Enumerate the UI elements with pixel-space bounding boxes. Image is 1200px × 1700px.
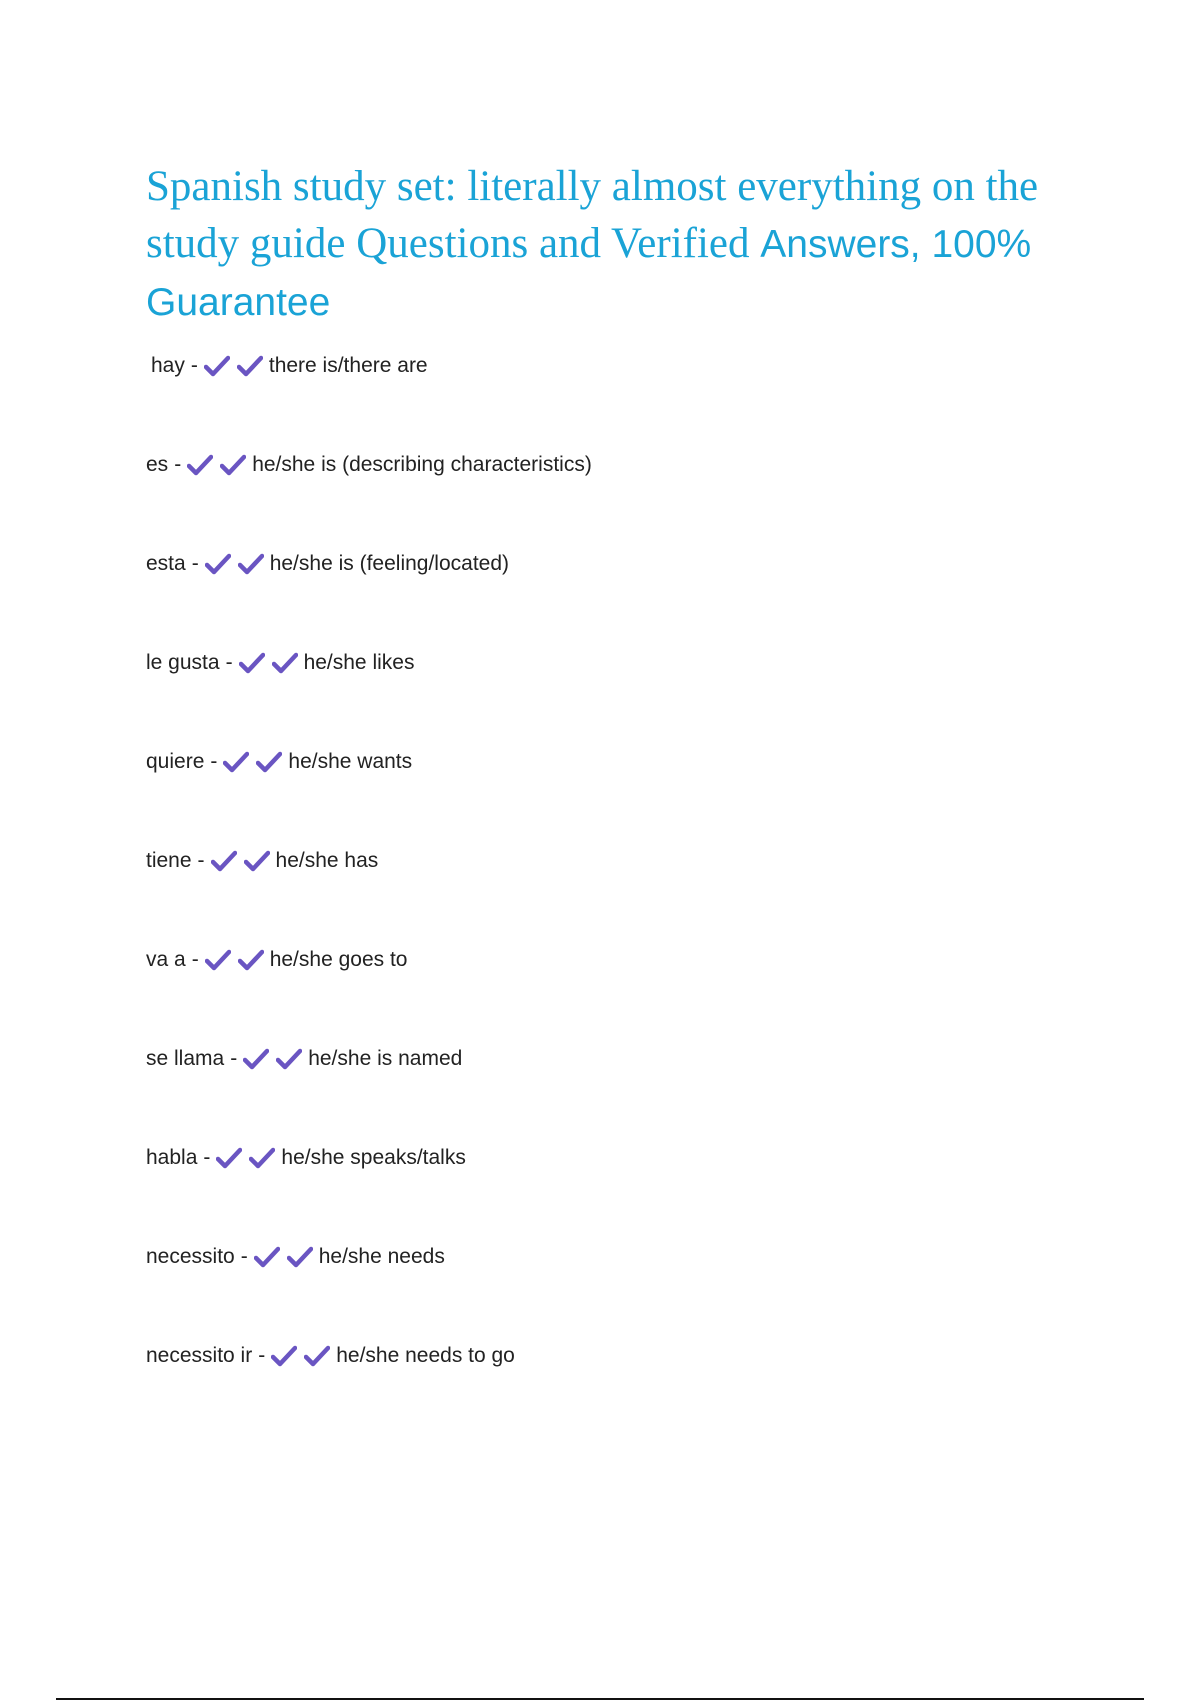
check-icon bbox=[211, 850, 237, 872]
check-icon bbox=[187, 454, 213, 476]
check-icon bbox=[220, 454, 246, 476]
definition: he/she has bbox=[275, 849, 379, 872]
list-item bbox=[146, 1335, 592, 1434]
title-serif-part: Spanish study set: literally almost everything on the study guide Questions and Verified bbox=[146, 163, 1039, 267]
check-icon bbox=[244, 850, 270, 872]
list-item bbox=[146, 543, 592, 642]
check-icon bbox=[276, 1048, 302, 1070]
term: va a bbox=[146, 948, 186, 971]
list-item bbox=[146, 1236, 592, 1335]
check-pair bbox=[204, 345, 267, 387]
term: hay bbox=[151, 354, 185, 377]
list-item bbox=[146, 939, 592, 1038]
definition: he/she is (describing characteristics) bbox=[252, 453, 592, 476]
check-icon bbox=[205, 949, 231, 971]
list-item bbox=[146, 1137, 592, 1236]
title-sans-part: Answers, 100% Guarantee bbox=[146, 223, 1032, 324]
check-pair bbox=[271, 1335, 334, 1377]
check-icon bbox=[223, 751, 249, 773]
check-icon bbox=[237, 355, 263, 377]
check-icon bbox=[287, 1246, 313, 1268]
list-item bbox=[146, 1038, 592, 1137]
check-icon bbox=[271, 1345, 297, 1367]
page-title bbox=[146, 158, 1086, 331]
definition: he/she wants bbox=[288, 750, 413, 773]
check-icon bbox=[238, 949, 264, 971]
list-item bbox=[146, 444, 592, 543]
check-icon bbox=[254, 1246, 280, 1268]
separator: - bbox=[240, 1245, 248, 1268]
term: necessito bbox=[146, 1245, 235, 1268]
definition: he/she needs to go bbox=[336, 1344, 515, 1367]
term: es bbox=[146, 453, 169, 476]
term: esta bbox=[146, 552, 186, 575]
qa-list bbox=[146, 345, 592, 1434]
definition: he/she speaks/talks bbox=[281, 1146, 466, 1169]
check-pair bbox=[187, 444, 250, 486]
definition: he/she is (feeling/located) bbox=[269, 552, 510, 575]
separator: - bbox=[197, 849, 205, 872]
check-icon bbox=[239, 652, 265, 674]
check-icon bbox=[249, 1147, 275, 1169]
list-item bbox=[146, 642, 592, 741]
definition: he/she likes bbox=[303, 651, 415, 674]
separator: - bbox=[190, 354, 198, 377]
separator: - bbox=[210, 750, 218, 773]
term: necessito ir bbox=[146, 1344, 253, 1367]
check-icon bbox=[205, 553, 231, 575]
check-pair bbox=[205, 543, 268, 585]
separator: - bbox=[191, 552, 199, 575]
separator: - bbox=[191, 948, 199, 971]
check-pair bbox=[205, 939, 268, 981]
check-icon bbox=[216, 1147, 242, 1169]
term: se llama bbox=[146, 1047, 225, 1070]
separator: - bbox=[203, 1146, 211, 1169]
list-item bbox=[146, 741, 592, 840]
list-item bbox=[146, 345, 592, 444]
check-pair bbox=[216, 1137, 279, 1179]
definition: there is/there are bbox=[268, 354, 428, 377]
term: quiere bbox=[146, 750, 205, 773]
separator: - bbox=[174, 453, 182, 476]
list-item bbox=[146, 840, 592, 939]
check-pair bbox=[254, 1236, 317, 1278]
definition: he/she needs bbox=[318, 1245, 445, 1268]
check-icon bbox=[272, 652, 298, 674]
check-icon bbox=[304, 1345, 330, 1367]
check-icon bbox=[238, 553, 264, 575]
term: tiene bbox=[146, 849, 192, 872]
check-icon bbox=[243, 1048, 269, 1070]
definition: he/she is named bbox=[308, 1047, 463, 1070]
separator: - bbox=[258, 1344, 266, 1367]
check-icon bbox=[256, 751, 282, 773]
check-icon bbox=[204, 355, 230, 377]
check-pair bbox=[211, 840, 274, 882]
term: habla bbox=[146, 1146, 198, 1169]
separator: - bbox=[225, 651, 233, 674]
separator: - bbox=[230, 1047, 238, 1070]
check-pair bbox=[243, 1038, 306, 1080]
definition: he/she goes to bbox=[269, 948, 408, 971]
check-pair bbox=[223, 741, 286, 783]
check-pair bbox=[239, 642, 302, 684]
term: le gusta bbox=[146, 651, 220, 674]
